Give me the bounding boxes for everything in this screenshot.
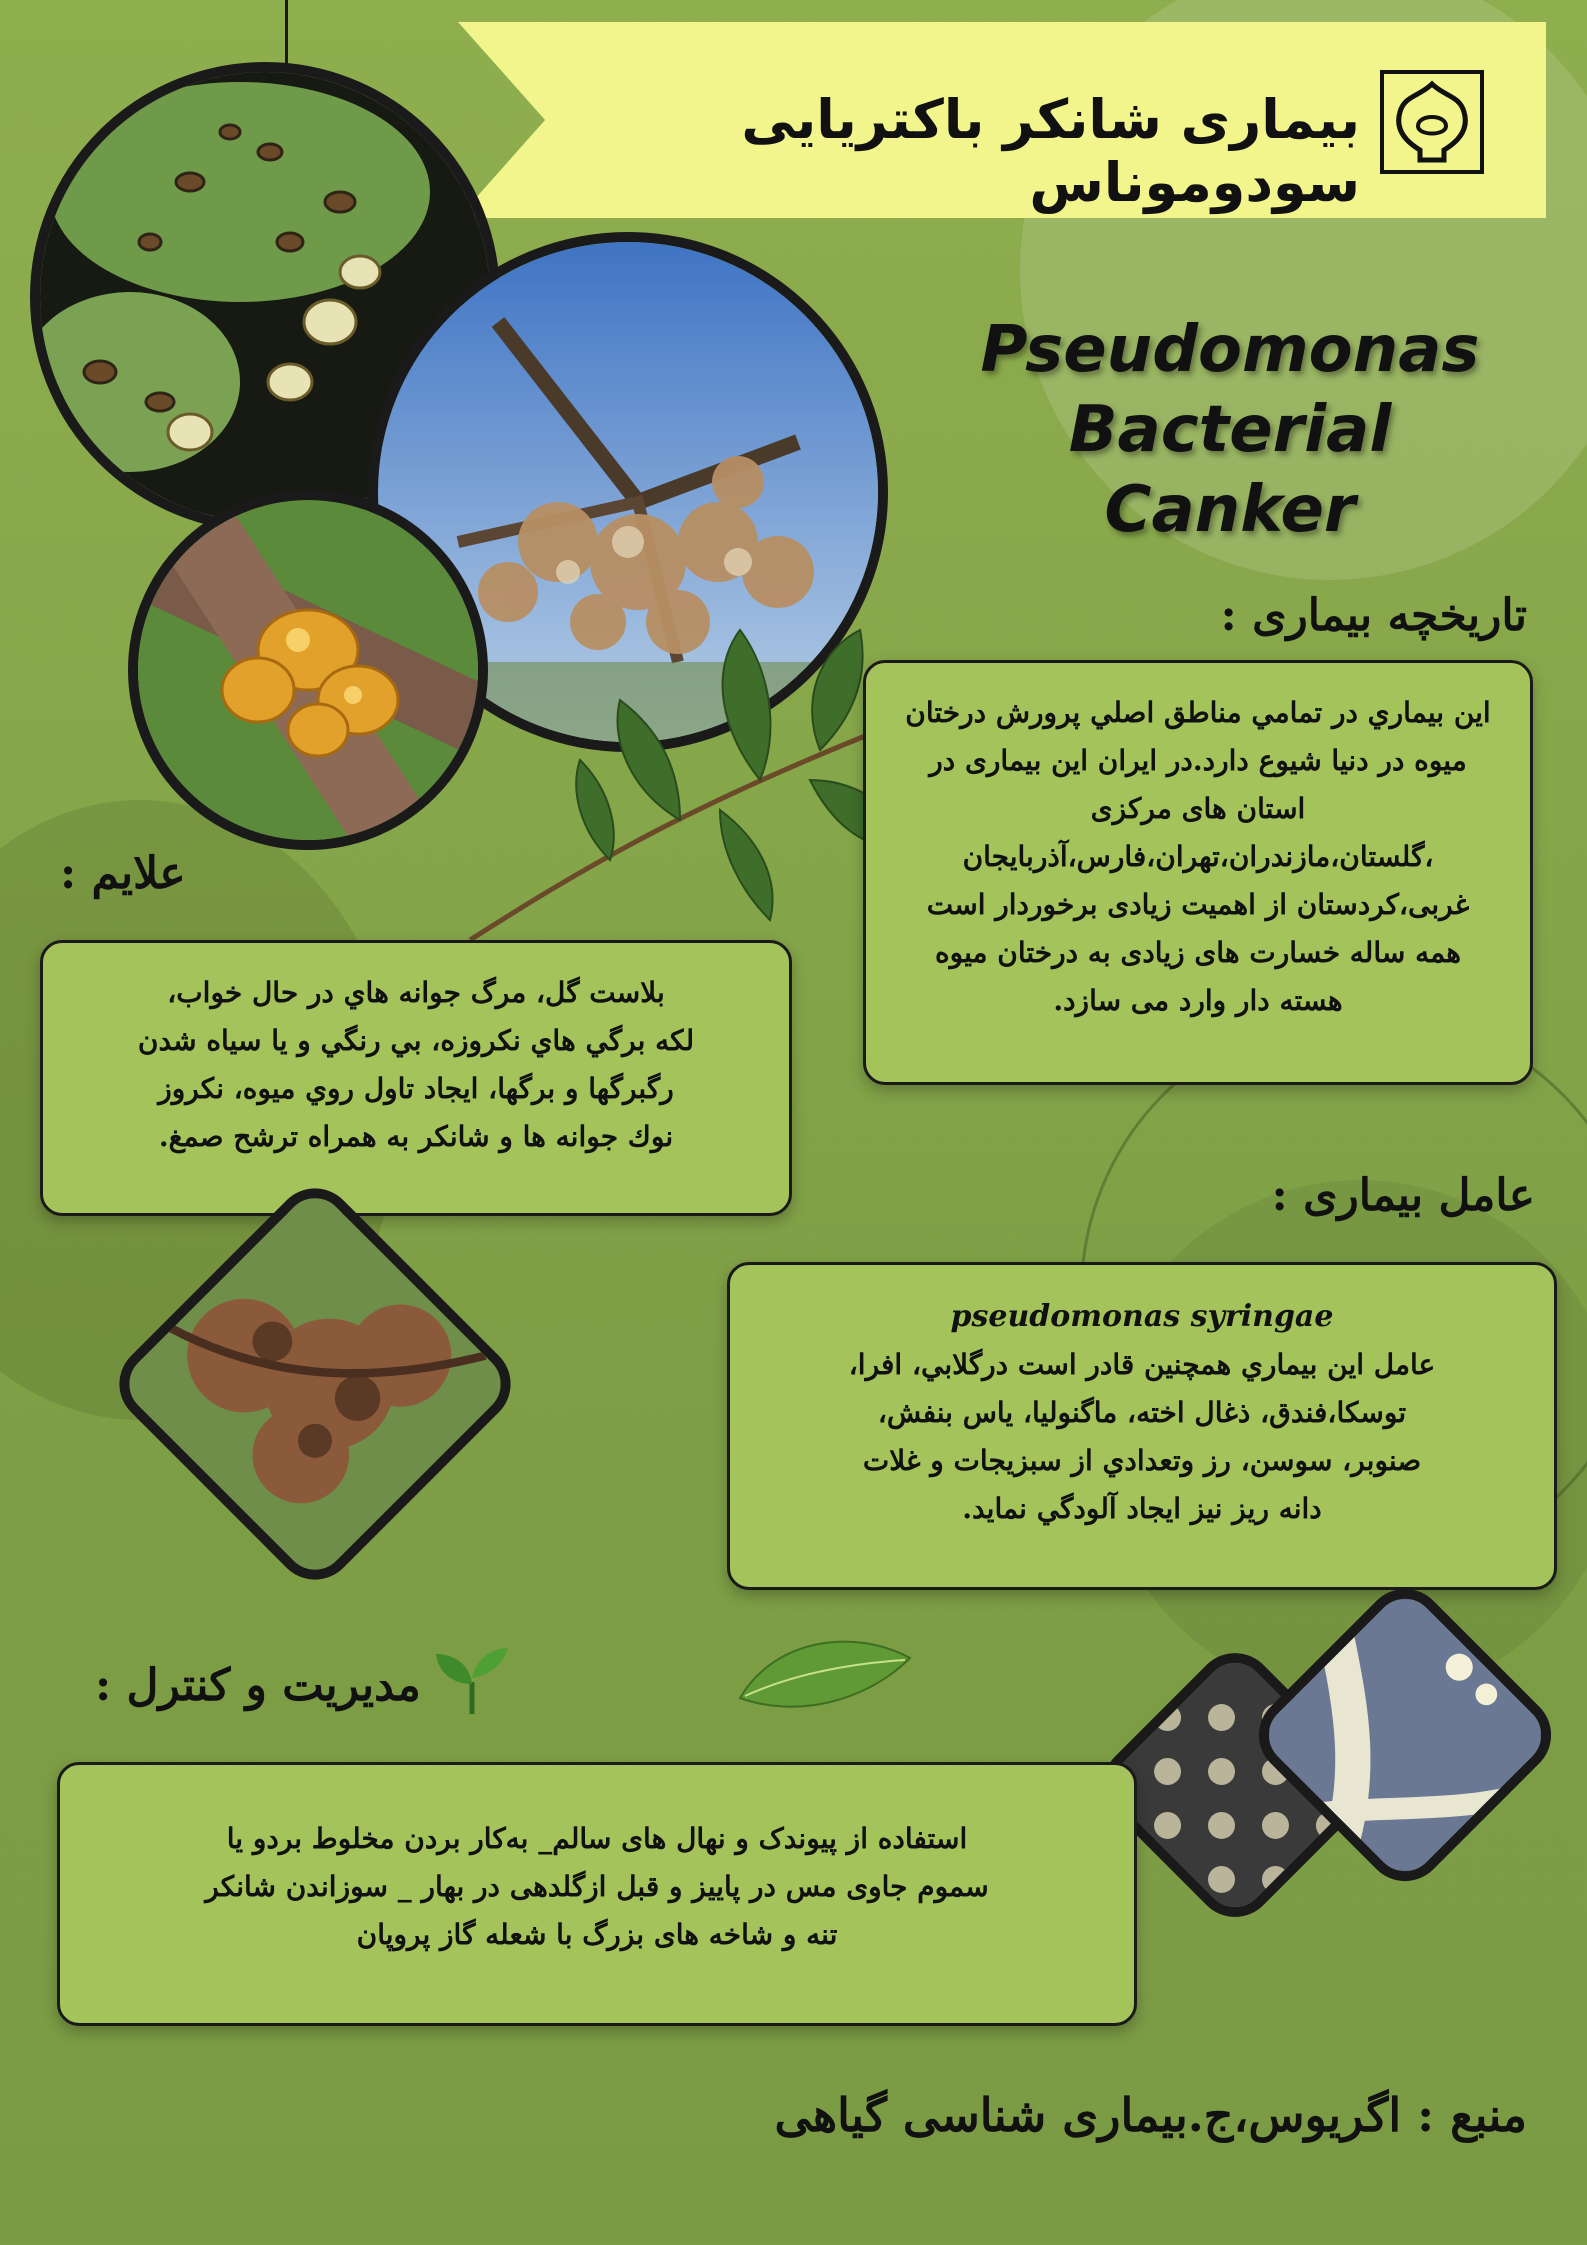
scientific-name: pseudomonas syringae: [950, 1299, 1334, 1334]
history-box: [863, 660, 1533, 1085]
english-title-line: Canker: [1104, 473, 1356, 547]
symptoms-heading: علایم :: [60, 848, 186, 899]
leaf-branch-icon: [460, 610, 920, 950]
management-line: تنه و شاخه های بزرگ با شعله گاز پروپان: [356, 1918, 838, 1951]
sprout-icon: [432, 1646, 512, 1716]
university-emblem-icon: [1380, 70, 1484, 174]
agent-line: توسكا،فندق، ذغال اخته، ماگنوليا، ياس بنفش،: [877, 1396, 1407, 1429]
agent-heading: عامل بیماری :: [1271, 1170, 1535, 1221]
history-line: همه ساله خسارت های زیادی به درختان میوه: [934, 936, 1462, 969]
symptoms-box: [40, 940, 792, 1216]
dead-shoot-photo: [103, 1172, 527, 1596]
symptoms-line: بلاست گل، مرگ جوانه هاي در حال خواب،: [167, 976, 665, 1009]
symptoms-line: رگبرگها و برگها، ايجاد تاول روي ميوه، نكروز: [158, 1072, 674, 1105]
history-line: استان های مرکزی: [1090, 792, 1306, 825]
hanging-line: [285, 0, 288, 70]
management-line: سموم جاوی مس در پاییز و قبل ازگلدهی در بهار _ سوزاندن شانکر: [205, 1870, 989, 1903]
page-title: بیماری شانکر باکتریایی سودوموناس: [741, 88, 1360, 214]
leaf-icon: [735, 1628, 915, 1718]
english-title: [920, 310, 1540, 550]
management-line: استفاده از پیوندک و نهال های سالم_ به‌کار بردن مخلوط بردو یا: [226, 1822, 968, 1855]
management-heading: مدیریت و کنترل :: [95, 1660, 421, 1711]
history-heading: تاریخچه بیماری :: [1220, 590, 1527, 641]
english-title-line: Bacterial: [1068, 393, 1392, 467]
history-line: ،گلستان،مازندران،تهران،فارس،آذربایجان: [962, 840, 1434, 873]
history-line: هسته دار وارد می سازد.: [1053, 984, 1343, 1017]
english-title-line: Pseudomonas: [980, 313, 1480, 387]
agent-line: دانه ريز نيز ايجاد آلودگي نمايد.: [962, 1492, 1322, 1525]
history-line: غربی،کردستان از اهمیت زیادی برخوردار است: [926, 888, 1470, 921]
source-citation: منبع : اگریوس،ج.بیماری شناسی گیاهی: [774, 2088, 1527, 2142]
history-line: ميوه در دنيا شيوع دارد.در ایران این بیماری در: [929, 744, 1467, 777]
agent-line: صنوبر، سوسن، رز وتعدادي از سبزيجات و غلات: [862, 1444, 1422, 1477]
symptoms-line: نوك جوانه ها و شانكر به همراه ترشح صمغ.: [158, 1120, 674, 1153]
management-box: [57, 1762, 1137, 2026]
symptoms-line: لكه برگي هاي نكروزه، بي رنگي و يا سياه شدن: [137, 1024, 695, 1057]
agent-line: عامل اين بيماري همچنين قادر است درگلابي، افرا،: [848, 1348, 1436, 1381]
history-line: اين بيماري در تمامي مناطق اصلي پرورش درختان: [905, 696, 1491, 729]
agent-box: [727, 1262, 1557, 1590]
gum-exudate-photo: [128, 490, 488, 850]
